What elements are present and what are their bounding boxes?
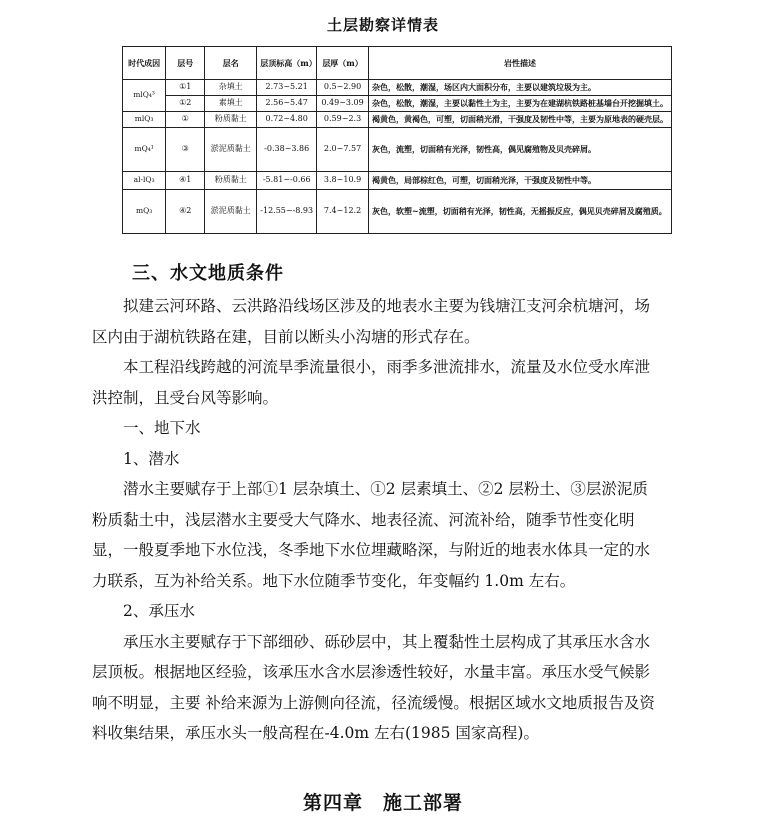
- cell-thickness: 3.8~10.9: [317, 172, 369, 190]
- paragraph: 承压水主要赋存于下部细砂、砾砂层中，其上覆黏性土层构成了其承压水含水层顶板。根据地区经验，该承压水含水层渗透性较好，水量丰富。承压水受气候影响不明显，主要 补给来源为上游侧向径流，径流缓慢。根据区域水文地质报告及资料收集结果，承压水头一般高程在-4.0m 左右(1985 国家高程)。: [92, 632, 655, 742]
- subheading: 1、潜水: [123, 449, 180, 468]
- cell-era: mQ₄¹: [123, 128, 166, 172]
- cell-era: mlQ₃: [123, 112, 166, 128]
- table-row: [123, 80, 672, 96]
- cell-layer-no: ③: [166, 128, 205, 172]
- cell-layer-name: 淤泥质黏土: [205, 190, 257, 234]
- header-top-elevation: 层顶标高（m）: [257, 47, 317, 80]
- cell-elevation: 2.56~5.47: [257, 96, 317, 112]
- table-row: [123, 172, 672, 190]
- header-layer-name: 层名: [205, 47, 257, 80]
- cell-layer-no: ④1: [166, 172, 205, 190]
- cell-thickness: 0.59~2.3: [317, 112, 369, 128]
- cell-layer-no: ④2: [166, 190, 205, 234]
- cell-thickness: 7.4~12.2: [317, 190, 369, 234]
- cell-era: al-lQ₃: [123, 172, 166, 190]
- table-row: [123, 112, 672, 128]
- paragraph: 潜水主要赋存于上部①1 层杂填土、①2 层素填土、②2 层粉土、③层淤泥质粉质黏土中，浅层潜水主要受大气降水、地表径流、河流补给，随季节性变化明显，一般夏季地下水位浅，冬季地下水位埋藏略深，与附近的地表水体具一定的水力联系，互为补给关系。地下水位随季节变化，年变幅约 1.0m 左右。: [92, 480, 651, 590]
- cell-layer-name: 素填土: [205, 96, 257, 112]
- cell-elevation: 2.73~5.21: [257, 80, 317, 96]
- paragraph: 本工程沿线跨越的河流旱季流量很小，雨季多泄流排水，流量及水位受水库泄洪控制，且受台风等影响。: [92, 358, 651, 407]
- table-header-row: [123, 47, 672, 80]
- cell-elevation: -0.38~3.86: [257, 128, 317, 172]
- cell-layer-name: 杂填土: [205, 80, 257, 96]
- cell-thickness: 0.5~2.90: [317, 80, 369, 96]
- cell-elevation: -12.55~-8.93: [257, 190, 317, 234]
- header-thickness: 层厚（m）: [317, 47, 369, 80]
- cell-layer-no: ①1: [166, 80, 205, 96]
- cell-era: mlQ₄³: [123, 80, 166, 112]
- header-lithology: 岩性描述: [369, 47, 672, 80]
- chapter-title: 第四章 施工部署: [302, 792, 463, 814]
- cell-description: 灰色，软塑~流塑，切面稍有光泽，韧性高，无摇振反应，偶见贝壳碎屑及腐殖质。: [369, 190, 672, 234]
- cell-layer-no: ①2: [166, 96, 205, 112]
- cell-description: 灰色，流塑，切面稍有光泽，韧性高，偶见腐殖物及贝壳碎屑。: [369, 128, 672, 172]
- cell-layer-name: 淤泥质黏土: [205, 128, 257, 172]
- table-title: 土层勘察详情表: [326, 16, 439, 34]
- cell-layer-no: ①: [166, 112, 205, 128]
- cell-layer-name: 粉质黏土: [205, 172, 257, 190]
- body-text: [92, 291, 662, 749]
- cell-era: mQ₃: [123, 190, 166, 234]
- table-row: [123, 190, 672, 234]
- paragraph: 拟建云河环路、云洪路沿线场区涉及的地表水主要为钱塘江支河余杭塘河，场区内由于湖杭铁路在建，目前以断头小沟塘的形式存在。: [92, 297, 651, 346]
- subheading: 2、承压水: [123, 602, 195, 620]
- cell-elevation: -5.81~-0.66: [257, 172, 317, 190]
- cell-thickness: 2.0~7.57: [317, 128, 369, 172]
- cell-elevation: 0.72~4.80: [257, 112, 317, 128]
- header-era: 时代成因: [123, 47, 166, 80]
- cell-description: 褐黄色，黄褐色，可塑，切面稍光滑，干强度及韧性中等，主要为原地表的硬壳层。: [369, 112, 672, 128]
- table-row: [123, 128, 672, 172]
- cell-thickness: 0.49~3.09: [317, 96, 369, 112]
- cell-description: 杂色，松散，潮湿，场区内大面积分布，主要以建筑垃圾为主。: [369, 80, 672, 96]
- section-heading: 三、水文地质条件: [132, 263, 284, 284]
- soil-survey-table: [122, 46, 672, 234]
- cell-description: 褐黄色，局部棕红色，可塑，切面稍光泽，干强度及韧性中等。: [369, 172, 672, 190]
- table-row: [123, 96, 672, 112]
- header-layer-no: 层号: [166, 47, 205, 80]
- cell-description: 杂色，松散，潮湿，主要以黏性土为主，主要为在建湖杭铁路桩基墙台开挖掘填土。: [369, 96, 672, 112]
- subheading: 一、地下水: [123, 419, 201, 437]
- cell-layer-name: 粉质黏土: [205, 112, 257, 128]
